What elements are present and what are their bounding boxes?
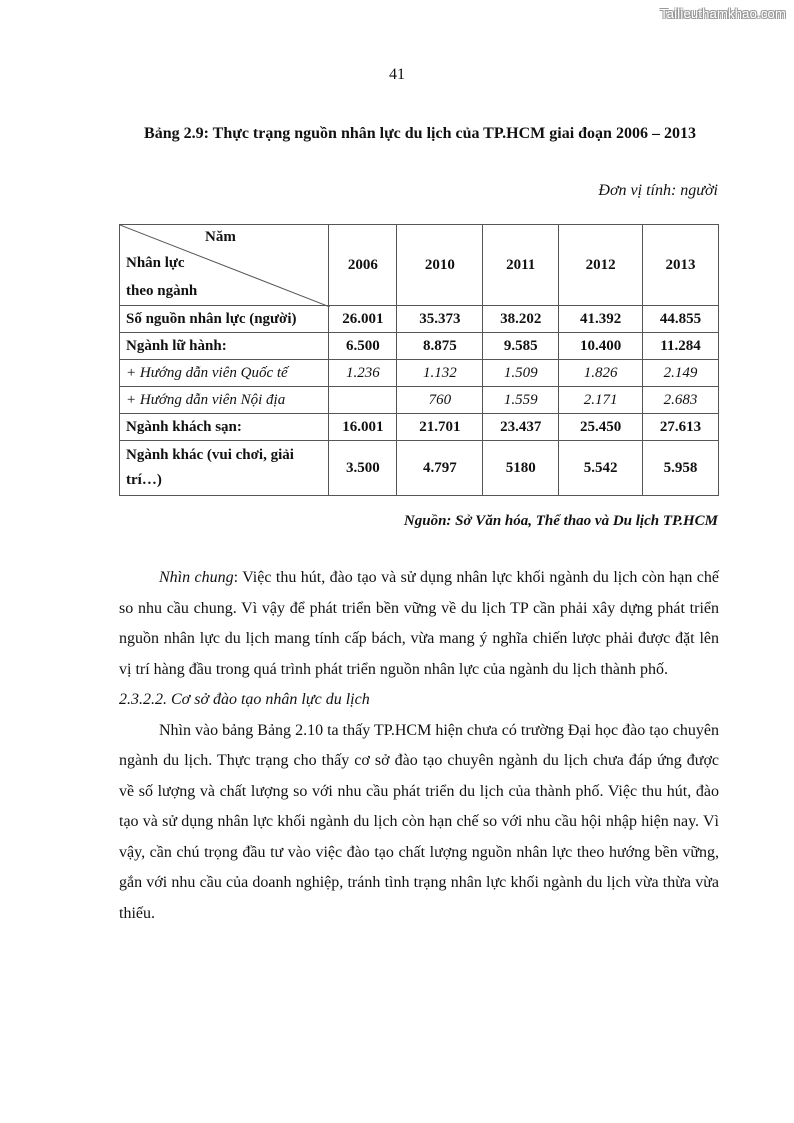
year-header: 2011 <box>483 225 559 306</box>
table-row <box>120 360 719 387</box>
section-heading: 2.3.2.2. Cơ sở đào tạo nhân lực du lịch <box>119 691 370 708</box>
table-cell: 2.683 <box>643 387 719 414</box>
row-label: Ngành khác (vui chơi, giải trí…) <box>120 441 329 496</box>
table-cell: 38.202 <box>483 306 559 333</box>
table-cell: 4.797 <box>397 441 483 496</box>
paragraph: Nhìn vào bảng Bảng 2.10 ta thấy TP.HCM hiện chưa có trường Đại học đào tạo chuyên ngành du lịch. Thực trạng cho thấy cơ sở đào tạo chuyên ngành du lịch chưa đáp ứng được về số lượng và chất lượng so với nhu cầu phát triển du lịch của thành phố. Việc thu hút, đào tạo và sử dụng nhân lực khối ngành du lịch còn hạn chế so với nhu cầu hội nhập hiện nay. Vì vậy, cần chú trọng đầu tư vào việc đào tạo chất lượng nguồn nhân lực theo hướng bền vững, gắn với nhu cầu của doanh nghiệp, tránh tình trạng nhân lực khối ngành du lịch vừa thừa vừa thiếu. <box>119 721 719 922</box>
table-cell: 35.373 <box>397 306 483 333</box>
table-cell: 23.437 <box>483 414 559 441</box>
table-cell: 8.875 <box>397 333 483 360</box>
row-label: Ngành lữ hành: <box>120 333 329 360</box>
table-cell: 2.171 <box>559 387 643 414</box>
table-cell: 16.001 <box>329 414 397 441</box>
corner-year-label: Năm <box>205 229 236 245</box>
table-cell: 10.400 <box>559 333 643 360</box>
table-row <box>120 306 719 333</box>
table-cell: 1.236 <box>329 360 397 387</box>
paragraph-lead: Nhìn chung <box>159 569 234 586</box>
year-header: 2012 <box>559 225 643 306</box>
table-cell: 1.132 <box>397 360 483 387</box>
paragraph <box>119 563 719 685</box>
page-number: 41 <box>389 66 405 83</box>
table-cell: 21.701 <box>397 414 483 441</box>
corner-row-label-1: Nhân lực <box>126 255 185 271</box>
body-text <box>119 563 719 929</box>
table-row <box>120 414 719 441</box>
table-cell: 1.826 <box>559 360 643 387</box>
table-cell: 5.542 <box>559 441 643 496</box>
table-cell: 9.585 <box>483 333 559 360</box>
table-source: Nguồn: Sở Văn hóa, Thể thao và Du lịch TP.HCM <box>403 513 718 529</box>
table-cell: 11.284 <box>643 333 719 360</box>
table-cell: 760 <box>397 387 483 414</box>
table-cell: 27.613 <box>643 414 719 441</box>
table-cell: 1.559 <box>483 387 559 414</box>
watermark: Tailieuthamkhao.com <box>660 6 786 21</box>
table-cell: 26.001 <box>329 306 397 333</box>
corner-header-cell <box>120 225 329 306</box>
row-label: Ngành khách sạn: <box>120 414 329 441</box>
table-cell: 3.500 <box>329 441 397 496</box>
year-header: 2010 <box>397 225 483 306</box>
corner-row-label-2: theo ngành <box>126 283 198 299</box>
row-label: + Hướng dẫn viên Nội địa <box>120 387 329 414</box>
year-header: 2006 <box>329 225 397 306</box>
unit-label: Đơn vị tính: người <box>598 182 718 199</box>
table-cell: 5180 <box>483 441 559 496</box>
row-label: + Hướng dẫn viên Quốc tế <box>120 360 329 387</box>
row-label: Số nguồn nhân lực (người) <box>120 306 329 333</box>
table-cell: 1.509 <box>483 360 559 387</box>
data-table <box>119 224 719 496</box>
table-title: Bảng 2.9: Thực trạng nguồn nhân lực du lịch của TP.HCM giai đoạn 2006 – 2013 <box>144 125 696 142</box>
table-cell: 2.149 <box>643 360 719 387</box>
table-header-row <box>120 225 719 306</box>
table-row <box>120 441 719 496</box>
table-cell: 25.450 <box>559 414 643 441</box>
table-cell: 44.855 <box>643 306 719 333</box>
table-row <box>120 333 719 360</box>
table-cell: 41.392 <box>559 306 643 333</box>
table-cell <box>329 387 397 414</box>
table-row <box>120 387 719 414</box>
paragraph-text: : Việc thu hút, đào tạo và sử dụng nhân lực khối ngành du lịch còn hạn chế so nhu cầu chung. Vì vậy để phát triển bền vững về du lịch TP cần phải xây dựng phát triển nguồn nhân lực du lịch mang tính cấp bách, vừa mang ý nghĩa chiến lược phải được đặt lên vị trí hàng đầu trong quá trình phát triển nguồn nhân lực của ngành du lịch thành phố. <box>119 569 720 678</box>
table-cell: 6.500 <box>329 333 397 360</box>
year-header: 2013 <box>643 225 719 306</box>
table-cell: 5.958 <box>643 441 719 496</box>
